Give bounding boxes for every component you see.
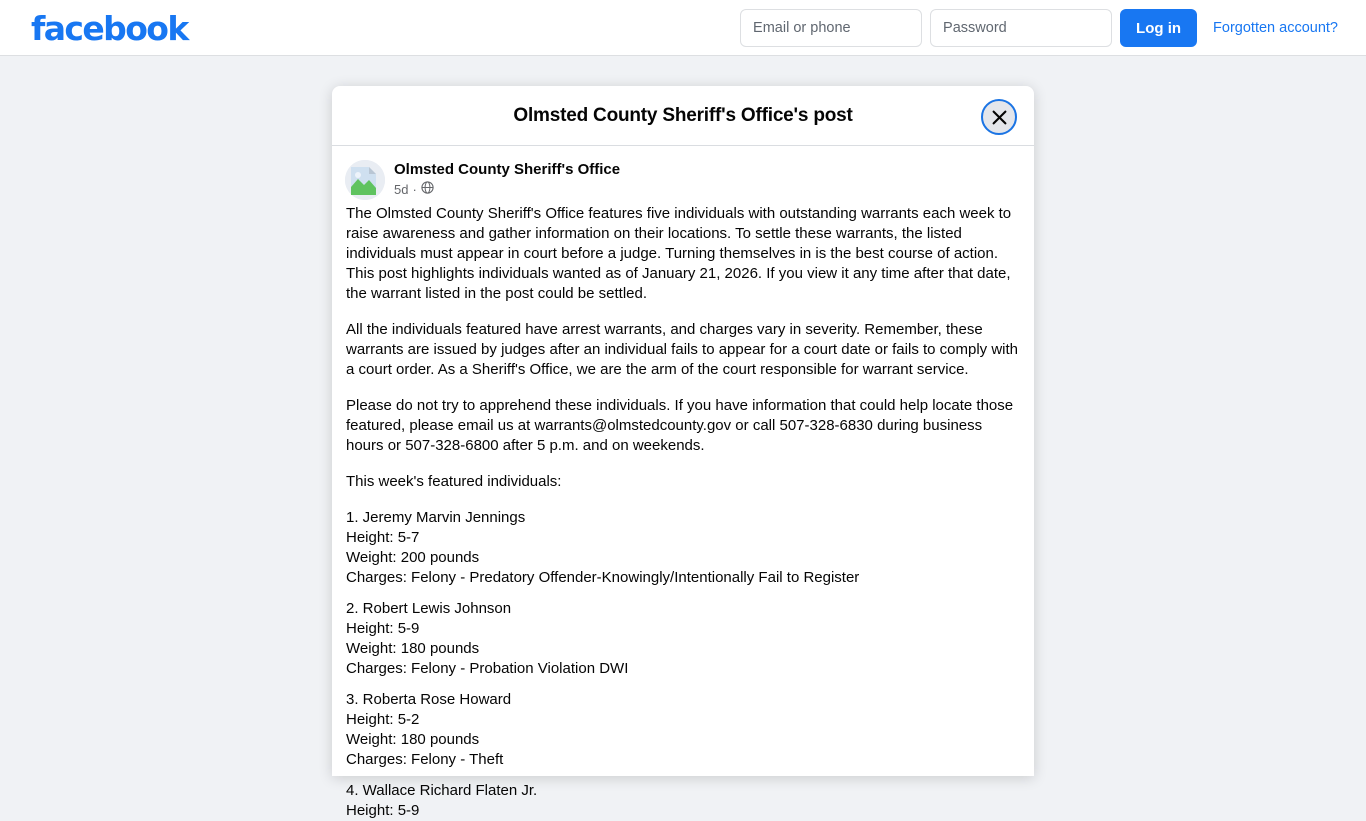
- post-paragraph: All the individuals featured have arrest warrants, and charges vary in severity. Remember, these warrants are issued by judges after an individual fails to appear for a court date or fails to comply with a court order. As a Sheriff's Office, we are the arm of the court responsible for warrant service.: [346, 321, 1023, 378]
- post-content: [332, 146, 1034, 819]
- post-author-row: [345, 160, 1021, 204]
- forgotten-account-link[interactable]: Forgotten account?: [1213, 20, 1338, 36]
- close-icon[interactable]: [981, 99, 1017, 135]
- post-timestamp[interactable]: 5d: [394, 181, 409, 197]
- post-meta-row: [394, 181, 620, 198]
- wanted-individual-entry: 3. Roberta Rose Howard Height: 5-2 Weight: 180 pounds Charges: Felony - Theft: [346, 691, 512, 768]
- email-or-phone-input[interactable]: [740, 9, 922, 47]
- post-author-name[interactable]: Olmsted County Sheriff's Office: [394, 161, 621, 178]
- post-author-meta: [394, 160, 620, 198]
- avatar[interactable]: [345, 160, 385, 200]
- wanted-individual-entry: 2. Robert Lewis Johnson Height: 5-9 Weight: 180 pounds Charges: Felony - Probation Violation DWI: [346, 600, 629, 677]
- broken-image-icon: [345, 160, 385, 200]
- facebook-logo[interactable]: facebook: [31, 9, 188, 48]
- post-dialog: [332, 86, 1034, 819]
- top-navigation-bar: [0, 0, 1366, 56]
- wanted-individual-entry: 4. Wallace Richard Flaten Jr. Height: 5-9: [346, 782, 538, 819]
- meta-separator: ·: [412, 181, 417, 197]
- log-in-button[interactable]: Log in: [1120, 9, 1197, 47]
- login-form: [740, 9, 1338, 47]
- dialog-header: [332, 86, 1034, 146]
- post-paragraph: The Olmsted County Sheriff's Office features five individuals with outstanding warrants each week to raise awareness and gather information on their locations. To settle these warrants, the listed individuals must appear in court before a judge. Turning themselves in is the best course of action. This post highlights individuals wanted as of January 21, 2026. If you view it any time after that date, the warrant listed in the post could be settled.: [346, 205, 1016, 302]
- post-paragraph: This week's featured individuals:: [346, 473, 562, 490]
- post-message: [345, 204, 1021, 821]
- globe-icon[interactable]: [421, 181, 434, 198]
- password-input[interactable]: [930, 9, 1112, 47]
- post-paragraph: Please do not try to apprehend these individuals. If you have information that could help locate those featured, please email us at warrants@olmstedcounty.gov or call 507-328-6830 during business hours or 507-328-6800 after 5 p.m. and on weekends.: [346, 397, 1018, 454]
- dialog-title: Olmsted County Sheriff's Office's post: [513, 104, 853, 126]
- wanted-individual-entry: 1. Jeremy Marvin Jennings Height: 5-7 Weight: 200 pounds Charges: Felony - Predatory Offender-Knowingly/Intentionally Fail to Register: [346, 509, 860, 586]
